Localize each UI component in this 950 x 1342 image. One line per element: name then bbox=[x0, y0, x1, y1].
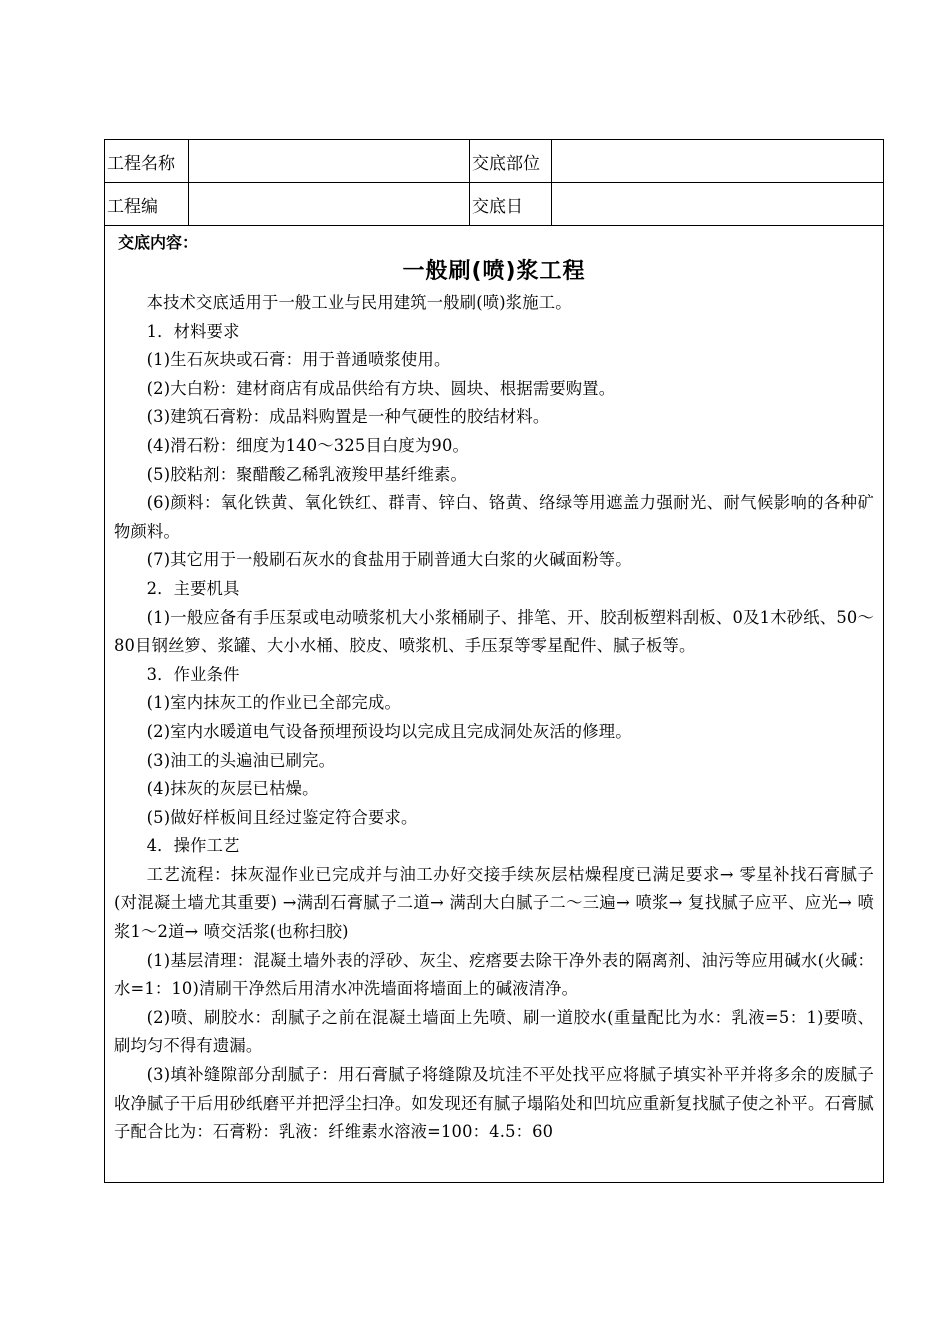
disclosure-date-value[interactable] bbox=[552, 183, 883, 225]
content-label: 交底内容： bbox=[118, 233, 199, 252]
paragraph: (1)生石灰块或石膏：用于普通喷浆使用。 bbox=[146, 350, 451, 370]
paragraph: (2)大白粉：建材商店有成品供给有方块、圆块、根据需要购置。 bbox=[146, 378, 616, 398]
paragraph: (2)喷、刷胶水：刮腻子之前在混凝土墙面上先喷、刷一道胶水(重量配比为水：乳液=5：1)要喷、刷均匀不得有遗漏。 bbox=[114, 1007, 874, 1056]
disclosure-form bbox=[104, 139, 884, 1183]
section-heading-tools: 2．主要机具 bbox=[146, 578, 240, 598]
paragraph-list bbox=[114, 289, 874, 1147]
paragraph: (1)室内抹灰工的作业已全部完成。 bbox=[146, 693, 401, 713]
paragraph: (1)基层清理：混凝土墙外表的浮砂、灰尘、疙瘩要去除干净外表的隔离剂、油污等应用碱水(火碱：水=1：10)清刷干净然后用清水冲洗墙面将墙面上的碱液清净。 bbox=[114, 950, 874, 999]
paragraph: (6)颜料：氧化铁黄、氧化铁红、群青、锌白、铬黄、络绿等用遮盖力强耐光、耐气候影响的各种矿物颜料。 bbox=[114, 493, 874, 541]
header-row-project-name bbox=[105, 140, 883, 183]
paragraph: (3)油工的头遍油已刷完。 bbox=[146, 750, 336, 770]
paragraph: (4)滑石粉：细度为140～325目白度为90。 bbox=[146, 435, 469, 455]
paragraph: (1)一般应备有手压泵或电动喷浆机大小浆桶刷子、排笔、开、胶刮板塑料刮板、0及1木砂纸、50～80目钢丝箩、浆罐、大小水桶、胶皮、喷浆机、手压泵等零星配件、腻子板等。 bbox=[114, 607, 874, 656]
paragraph: (2)室内水暖道电气设备预埋预设均以完成且完成洞处灰活的修理。 bbox=[146, 721, 632, 741]
section-heading-process: 4．操作工艺 bbox=[146, 836, 240, 856]
section-heading-materials: 1．材料要求 bbox=[146, 321, 240, 341]
disclosure-content bbox=[105, 226, 883, 1147]
section-heading-conditions: 3．作业条件 bbox=[146, 664, 240, 684]
paragraph: (7)其它用于一般刷石灰水的食盐用于刷普通大白浆的火碱面粉等。 bbox=[146, 550, 632, 570]
paragraph-intro: 本技术交底适用于一般工业与民用建筑一般刷(喷)浆施工。 bbox=[146, 293, 572, 312]
paragraph: (3)填补缝隙部分刮腻子：用石膏腻子将缝隙及坑洼不平处找平应将腻子填实补平并将多余的废腻子收净腻子干后用砂纸磨平并把浮尘扫净。如发现还有腻子塌陷处和凹坑应重新复找腻子使之补平。石膏腻子配合比为：石膏粉：乳液：纤维素水溶液=100：4.5：60 bbox=[114, 1065, 874, 1142]
paragraph: (5)做好样板间且经过鉴定符合要求。 bbox=[146, 807, 418, 827]
project-code-value[interactable] bbox=[189, 183, 470, 225]
disclosure-part-label: 交底部位 bbox=[470, 140, 552, 182]
document-title: 一般刷(喷)浆工程 bbox=[402, 259, 586, 284]
disclosure-part-value[interactable] bbox=[552, 140, 883, 182]
project-name-value[interactable] bbox=[189, 140, 470, 182]
disclosure-date-label: 交底日 bbox=[470, 183, 552, 225]
paragraph-process-flow: 工艺流程：抹灰湿作业已完成并与油工办好交接手续灰层枯燥程度已满足要求→ 零星补找石膏腻子(对混凝土墙尤其重要) →满刮石膏腻子二道→ 满刮大白腻子二～三遍→ 喷浆→ 复找腻子应平、应光→ 喷浆1～2道→ 喷交活浆(也称扫胶) bbox=[114, 864, 874, 942]
project-name-label: 工程名称 bbox=[105, 140, 189, 182]
project-code-label: 工程编 bbox=[105, 183, 189, 225]
paragraph: (4)抹灰的灰层已枯燥。 bbox=[146, 779, 319, 799]
paragraph: (3)建筑石膏粉：成品料购置是一种气硬性的胶结材料。 bbox=[146, 407, 550, 427]
header-row-project-code bbox=[105, 183, 883, 226]
paragraph: (5)胶粘剂：聚醋酸乙稀乳液羧甲基纤维素。 bbox=[146, 464, 467, 484]
